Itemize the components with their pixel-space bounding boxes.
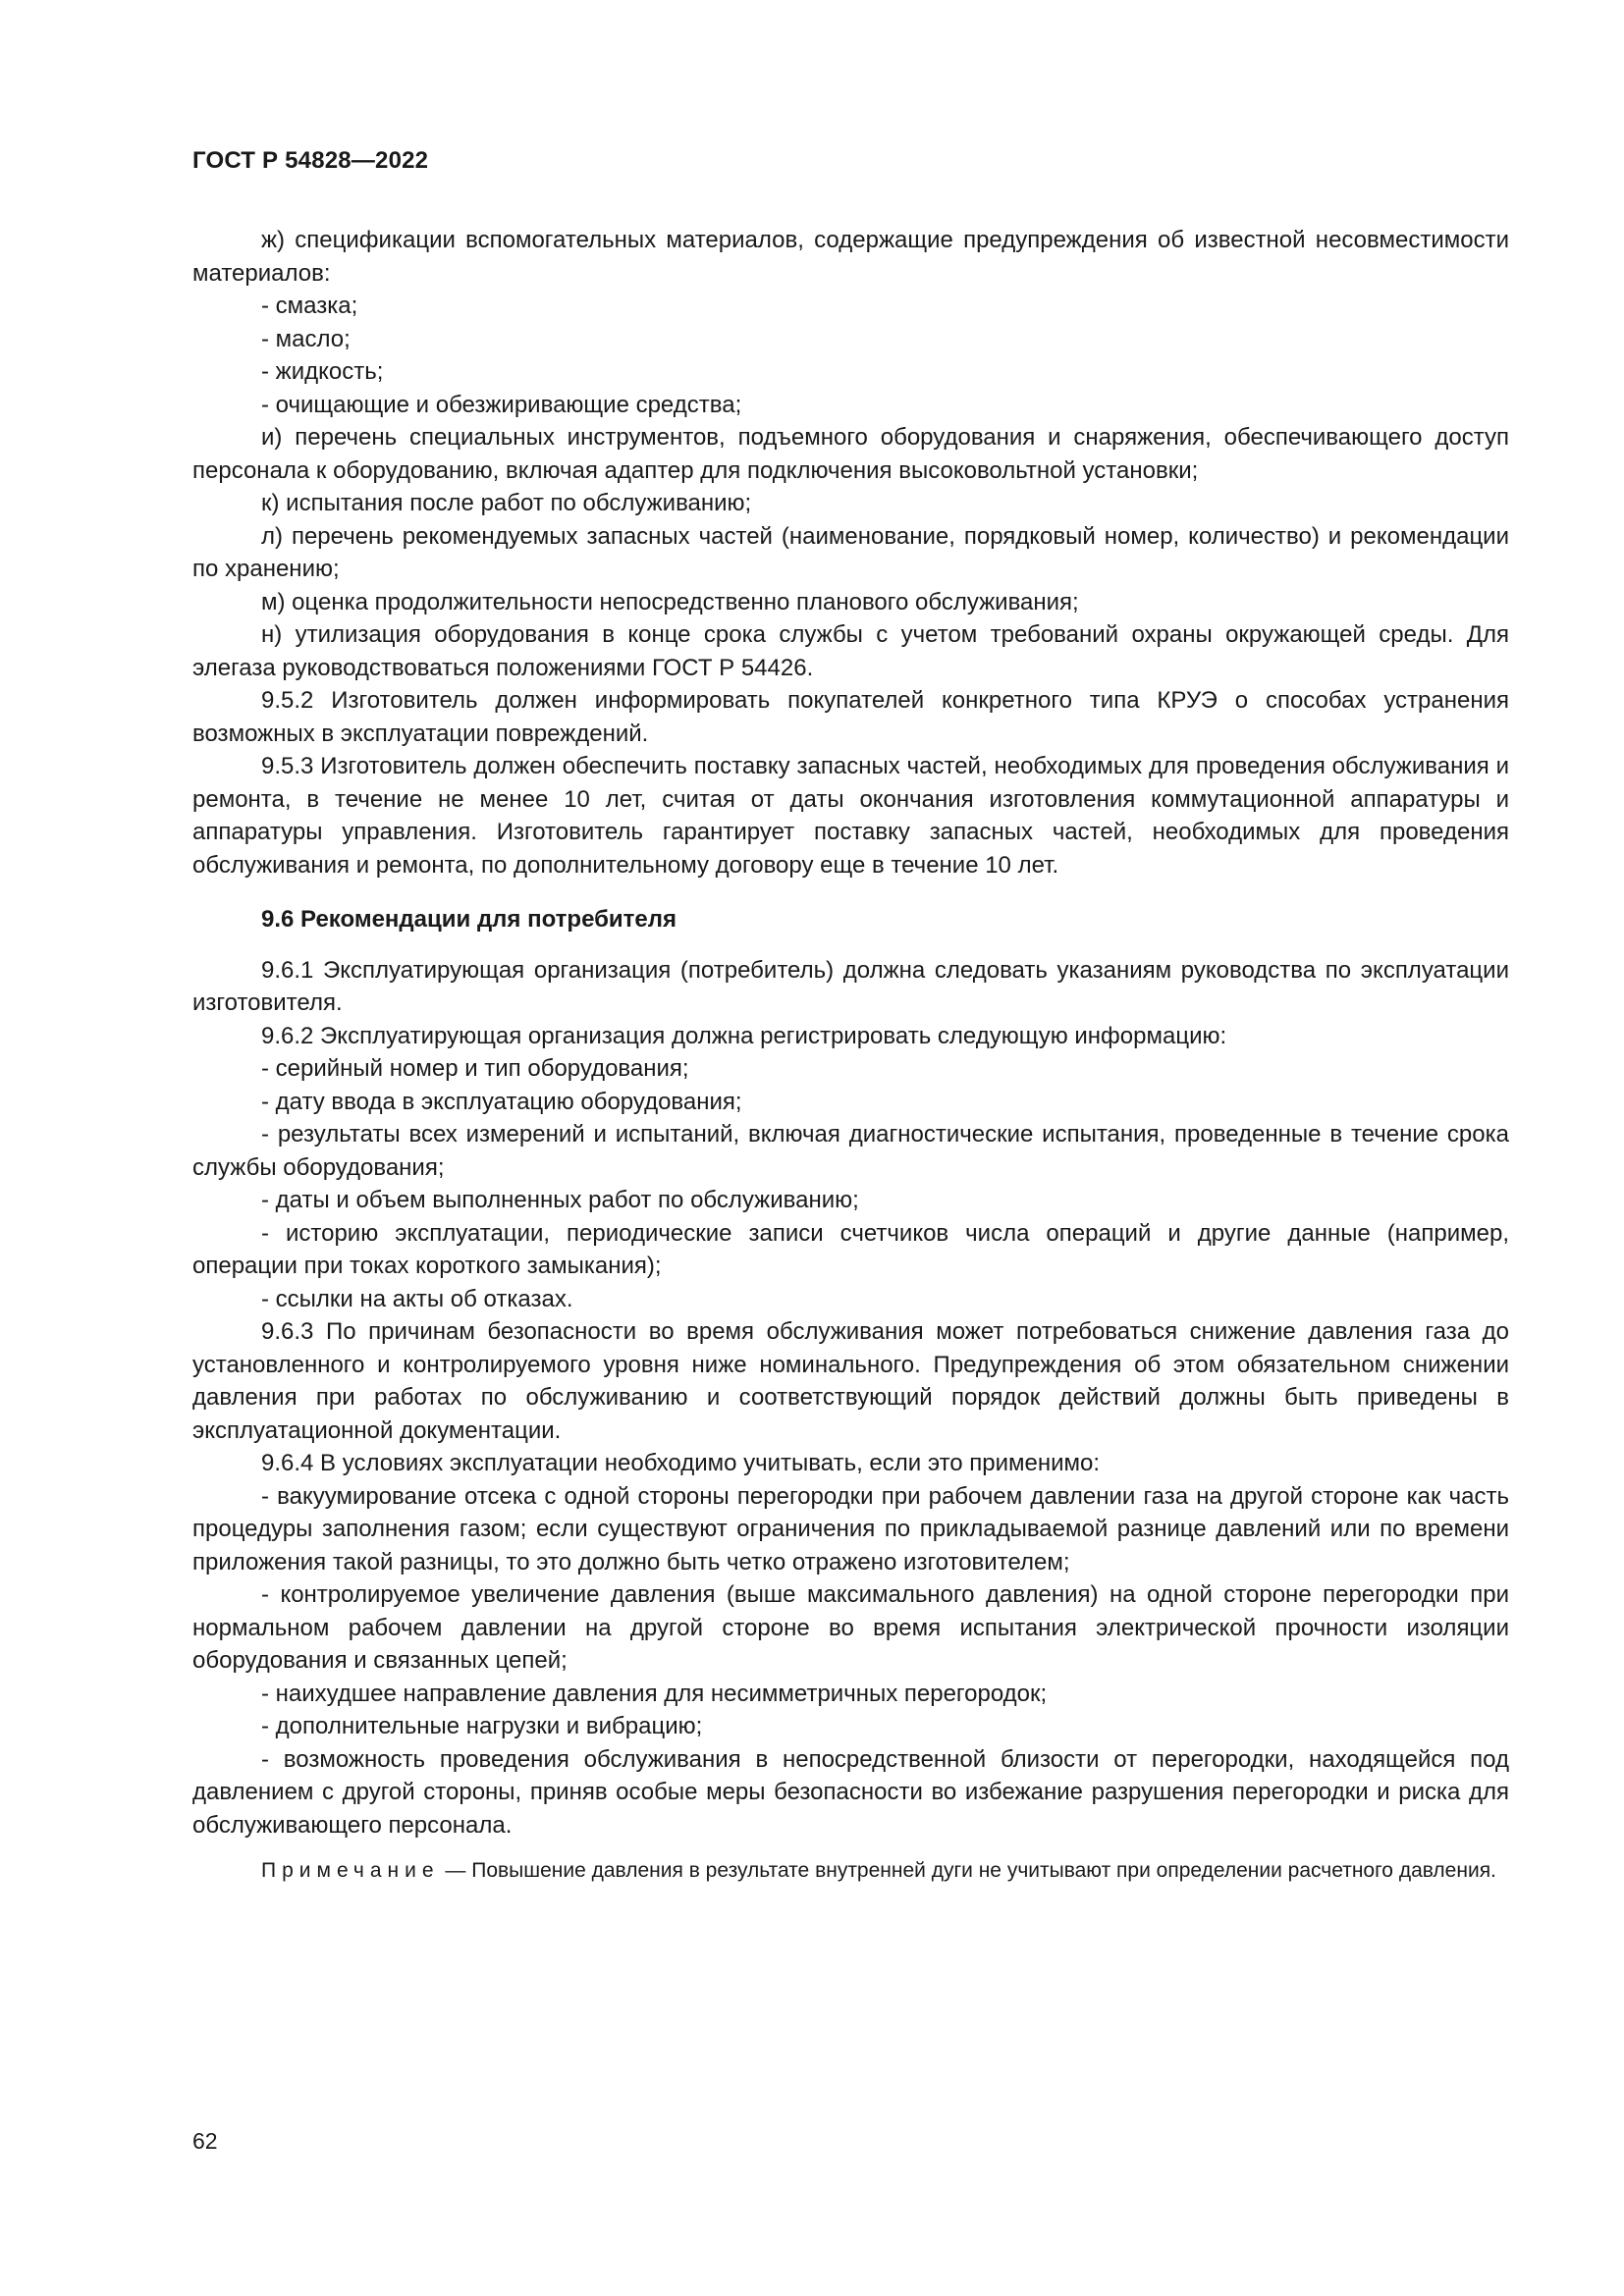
list-item: - даты и объем выполненных работ по обслуживанию; xyxy=(261,1187,859,1213)
list-item: - дату ввода в эксплуатацию оборудования; xyxy=(261,1088,742,1115)
paragraph: и) перечень специальных инструментов, подъемного оборудования и снаряжения, обеспечивающего доступ персонала к оборудованию, включая адаптер для подключения высоковольтной установки; xyxy=(192,424,1509,484)
paragraph: л) перечень рекомендуемых запасных частей (наименование, порядковый номер, количество) и рекомендации по хранению; xyxy=(192,522,1509,582)
list-item: - возможность проведения обслуживания в непосредственной близости от перегородки, находящейся под давлением с другой стороны, приняв особые меры безопасности во избежание разрушения перегородки и риска для обслуживающего персонала. xyxy=(192,1745,1509,1839)
list-item: - наихудшее направление давления для несимметричных перегородок; xyxy=(261,1680,1048,1707)
paragraph: 9.6.1 Эксплуатирующая организация (потребитель) должна следовать указаниям руководства по эксплуатации изготовителя. xyxy=(192,956,1509,1016)
paragraph: 9.5.3 Изготовитель должен обеспечить поставку запасных частей, необходимых для проведения обслуживания и ремонта, в течение не менее 10 лет, считая от даты окончания изготовления коммутационной аппаратуры и аппаратуры управления. Изготовитель гарантирует поставку запасных частей, необходимых для проведения обслуживания и ремонта, по дополнительному договору еще в течение 10 лет. xyxy=(192,753,1509,879)
paragraph: н) утилизация оборудования в конце срока службы с учетом требований охраны окружающей среды. Для элегаза руководствоваться положениями ГОСТ Р 54426. xyxy=(192,621,1509,681)
list-item: - контролируемое увеличение давления (выше максимального давления) на одной стороне перегородки при нормальном рабочем давлении на другой стороне во время испытания электрической прочности изоляции оборудования и связанных цепей; xyxy=(192,1581,1509,1674)
document-header: ГОСТ Р 54828—2022 xyxy=(192,147,429,174)
list-item: - вакуумирование отсека с одной стороны перегородки при рабочем давлении газа на другой стороне как часть процедуры заполнения газом; если существуют ограничения по прикладываемой разнице давлений или по времени приложения такой разницы, то это должно быть четко отражено изготовителем; xyxy=(192,1482,1509,1575)
list-item: - смазка; xyxy=(261,293,358,319)
list-item: - результаты всех измерений и испытаний, включая диагностические испытания, проведенные в течение срока службы оборудования; xyxy=(192,1121,1509,1181)
paragraph: 9.6.2 Эксплуатирующая организация должна регистрировать следующую информацию: xyxy=(261,1022,1227,1049)
page-number: 62 xyxy=(192,2128,218,2154)
paragraph: к) испытания после работ по обслуживанию; xyxy=(261,490,752,516)
paragraph: м) оценка продолжительности непосредственно планового обслуживания; xyxy=(261,588,1079,615)
note-label: Примечание xyxy=(261,1859,440,1882)
section-heading: 9.6 Рекомендации для потребителя xyxy=(261,906,677,933)
list-item: - масло; xyxy=(261,325,351,352)
paragraph: 9.6.4 В условиях эксплуатации необходимо учитывать, если это применимо: xyxy=(261,1450,1101,1476)
paragraph: ж) спецификации вспомогательных материалов, содержащие предупреждения об известной несовместимости материалов: xyxy=(192,227,1509,287)
list-item: - серийный номер и тип оборудования; xyxy=(261,1055,689,1082)
paragraph: 9.5.2 Изготовитель должен информировать покупателей конкретного типа КРУЭ о способах устранения возможных в эксплуатации повреждений. xyxy=(192,687,1509,747)
list-item: - очищающие и обезжиривающие средства; xyxy=(261,391,742,418)
paragraph: 9.6.3 По причинам безопасности во время обслуживания может потребоваться снижение давления газа до установленного и контролируемого уровня ниже номинального. Предупреждения об этом обязательном снижении давления при работах по обслуживанию и соответствующий порядок действий должны быть приведены в эксплуатационной документации. xyxy=(192,1318,1509,1444)
list-item: - историю эксплуатации, периодические записи счетчиков числа операций и другие данные (например, операции при токах короткого замыкания); xyxy=(192,1219,1509,1279)
list-item: - дополнительные нагрузки и вибрацию; xyxy=(261,1713,703,1739)
list-item: - ссылки на акты об отказах. xyxy=(261,1285,573,1312)
document-body xyxy=(192,224,1509,1886)
note xyxy=(192,1855,1509,1886)
note-text: — Повышение давления в результате внутренней дуги не учитывают при определении расчетного давления. xyxy=(439,1859,1496,1882)
list-item: - жидкость; xyxy=(261,358,384,385)
